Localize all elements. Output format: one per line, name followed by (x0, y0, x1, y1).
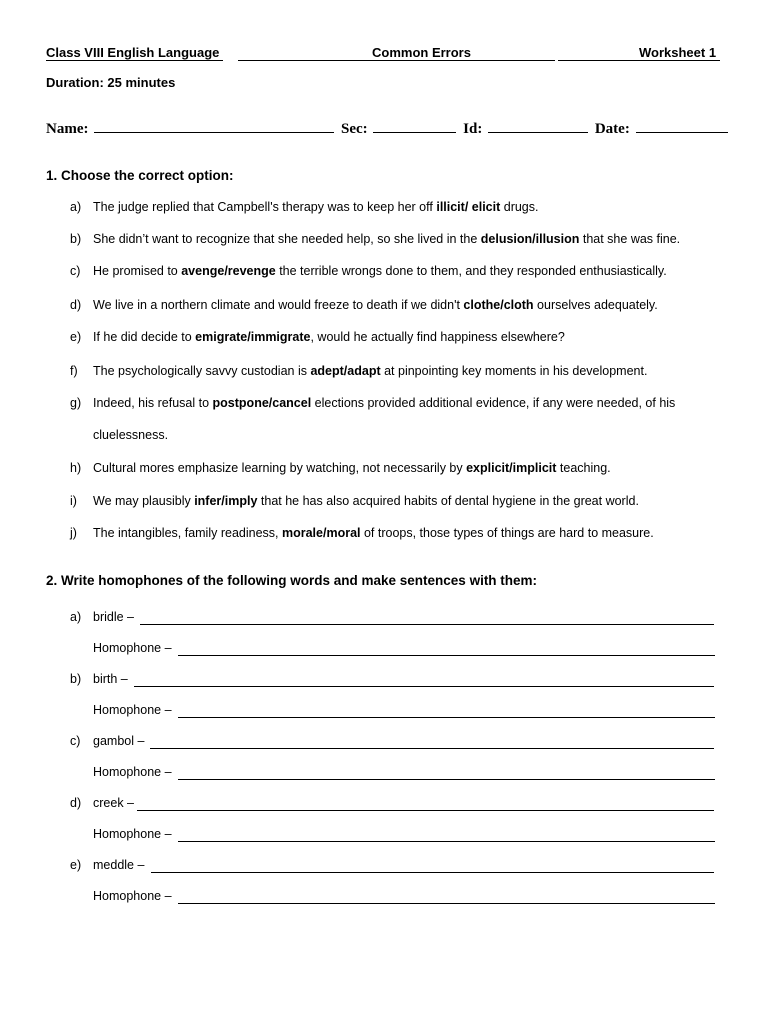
item-options: infer/imply (194, 494, 258, 508)
date-label: Date: (594, 121, 630, 137)
item-label: i) (70, 494, 77, 508)
item-text-after: the terrible wrongs done to them, and they responded enthusiastically. (275, 264, 667, 278)
item-text-after: teaching. (556, 461, 611, 475)
item-text-before: We live in a northern climate and would freeze to death if we didn't (93, 298, 464, 312)
homophone-label: Homophone – (93, 641, 172, 655)
item-text (93, 494, 639, 508)
item-options: explicit/implicit (466, 461, 557, 475)
homophone-word: meddle – (93, 858, 145, 872)
item-label: b) (70, 232, 82, 246)
item-label: j) (70, 526, 77, 540)
homophone-answer-line[interactable] (178, 655, 715, 656)
sentence-answer-line[interactable] (134, 686, 714, 687)
item-label: e) (70, 330, 82, 344)
student-fields (46, 118, 731, 138)
item-text (93, 298, 658, 312)
item-text-after: at pinpointing key moments in his development. (380, 364, 648, 378)
homophone-label: Homophone – (93, 827, 172, 841)
item-text-before: We may plausibly (93, 494, 195, 508)
homophone-answer-line[interactable] (178, 841, 715, 842)
item-options: avenge/revenge (181, 264, 276, 278)
homophone-answer-line[interactable] (178, 779, 715, 780)
sec-label: Sec: (340, 121, 368, 137)
item-text-before: The psychologically savvy custodian is (93, 364, 311, 378)
item-label: d) (70, 298, 82, 312)
item-text (93, 330, 565, 344)
sentence-answer-line[interactable] (140, 624, 714, 625)
item-options: morale/moral (281, 526, 361, 540)
homophone-word: gambol – (93, 734, 145, 748)
item-options: emigrate/immigrate (195, 330, 311, 344)
section1-heading: 1. Choose the correct option: (46, 168, 234, 183)
homophone-word: creek – (93, 796, 134, 810)
header-underline (238, 60, 555, 61)
item-text-after: that he has also acquired habits of dental hygiene in the great world. (257, 494, 639, 508)
item-label: e) (70, 858, 82, 872)
date-field[interactable] (636, 118, 728, 133)
item-text-after: of troops, those types of things are hard to measure. (360, 526, 654, 540)
sentence-answer-line[interactable] (151, 872, 714, 873)
header-worksheet: Worksheet 1 (639, 45, 717, 60)
item-label: h) (70, 461, 82, 475)
item-text-after: elections provided additional evidence, if any were needed, of his (311, 396, 676, 410)
sentence-answer-line[interactable] (150, 748, 714, 749)
item-text-after: that she was fine. (579, 232, 681, 246)
item-label: c) (70, 734, 81, 748)
section2-heading: 2. Write homophones of the following words and make sentences with them: (46, 573, 538, 588)
item-text (93, 461, 611, 475)
duration: Duration: 25 minutes (46, 75, 176, 90)
item-label: b) (70, 672, 82, 686)
item-text-before: He promised to (93, 264, 182, 278)
item-label: d) (70, 796, 82, 810)
homophone-answer-line[interactable] (178, 903, 715, 904)
item-text-before: Cultural mores emphasize learning by watching, not necessarily by (93, 461, 467, 475)
header-underline (558, 60, 720, 61)
item-text (93, 232, 680, 246)
item-label: f) (70, 364, 78, 378)
item-label: a) (70, 200, 82, 214)
header-topic: Common Errors (372, 45, 471, 60)
id-label: Id: (463, 121, 483, 137)
item-text (93, 396, 675, 410)
item-text-before: Indeed, his refusal to (93, 396, 213, 410)
homophone-word: birth – (93, 672, 128, 686)
item-text (93, 526, 654, 540)
item-options: adept/adapt (310, 364, 381, 378)
item-text-after: , would he actually find happiness elsewhere? (310, 330, 565, 344)
header-class-subject: Class VIII English Language (46, 45, 220, 60)
item-text-before: The intangibles, family readiness, (93, 526, 282, 540)
item-text (93, 364, 647, 378)
item-text-before: If he did decide to (93, 330, 196, 344)
sentence-answer-line[interactable] (137, 810, 714, 811)
item-options: delusion/illusion (480, 232, 580, 246)
homophone-label: Homophone – (93, 765, 172, 779)
item-options: illicit/ elicit (436, 200, 501, 214)
item-text-after: ourselves adequately. (533, 298, 658, 312)
item-options: postpone/cancel (212, 396, 312, 410)
name-field[interactable] (94, 118, 334, 133)
item-text-before: She didn’t want to recognize that she needed help, so she lived in the (93, 232, 481, 246)
item-label: c) (70, 264, 81, 278)
homophone-label: Homophone – (93, 889, 172, 903)
homophone-answer-line[interactable] (178, 717, 715, 718)
item-text (93, 200, 538, 214)
homophone-word: bridle – (93, 610, 134, 624)
id-field[interactable] (488, 118, 588, 133)
item-text (93, 264, 667, 278)
item-continuation: cluelessness. (93, 428, 169, 442)
item-label: g) (70, 396, 82, 410)
homophone-label: Homophone – (93, 703, 172, 717)
sec-field[interactable] (373, 118, 456, 133)
item-text-before: The judge replied that Campbell's therapy was to keep her off (93, 200, 437, 214)
header-underline (46, 60, 223, 61)
item-options: clothe/cloth (463, 298, 534, 312)
item-label: a) (70, 610, 82, 624)
item-text-after: drugs. (500, 200, 539, 214)
name-label: Name: (46, 121, 89, 137)
